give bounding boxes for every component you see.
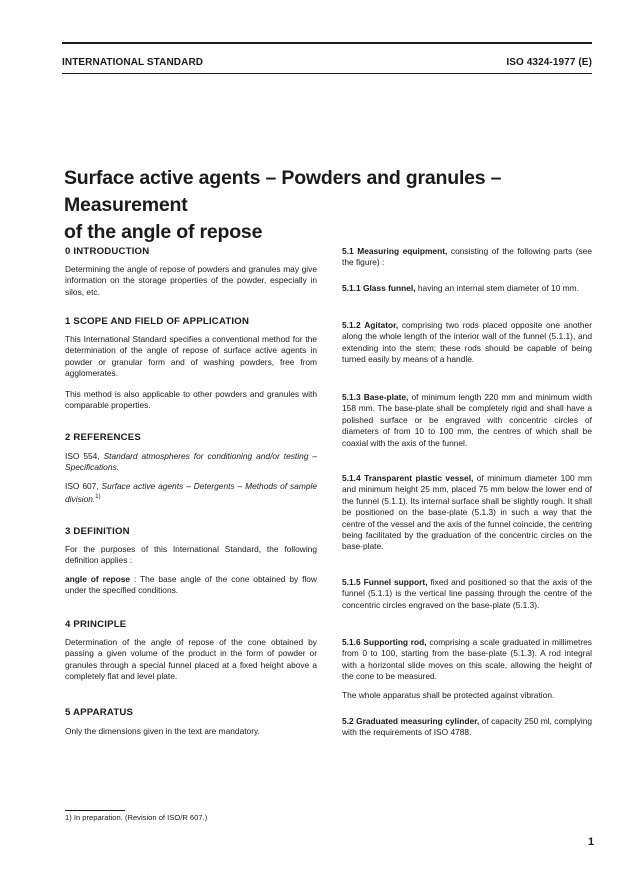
section-1-heading: 1 SCOPE AND FIELD OF APPLICATION bbox=[65, 316, 250, 327]
clause-5-2: 5.2 Graduated measuring cylinder, of capacity 250 ml, complying with the requirements of ISO 4788. bbox=[342, 716, 593, 738]
reference-iso-607: ISO 607, Surface active agents – Detergents – Methods of sample division.$^{1)}$ bbox=[65, 481, 317, 505]
section-3-heading: 3 DEFINITION bbox=[65, 526, 130, 537]
section-0-heading: 0 INTRODUCTION bbox=[65, 246, 150, 257]
section-3-paragraph: For the purposes of this International Standard, the following definition applies : bbox=[65, 544, 317, 566]
section-4-heading: 4 PRINCIPLE bbox=[65, 619, 127, 630]
page-title-line-2: of the angle of repose bbox=[64, 221, 263, 243]
page-title-line-1: Surface active agents – Powders and granules – Measurement bbox=[64, 167, 502, 216]
clause-5-1-3: 5.1.3 Base-plate, of minimum length 220 mm and minimum width 158 mm. The base-plate shall be completely rigid and shall have a polished surface or be engraved with concentric circles of diameters of from 10 to 100 mm, the centres of which shall be coaxial with the axis of the funnel. bbox=[342, 392, 592, 448]
clause-5-1-2: 5.1.2 Agitator, comprising two rods placed opposite one another along the whole length of the interior wall of the funnel (5.1.1), and extending into the stem; these rods should be capable of being turned easily by means of a handle. bbox=[342, 320, 593, 365]
section-4-paragraph: Determination of the angle of repose of the cone obtained by passing a given volume of the product in the form of powder or granules through a special funnel placed at a fixed height above a completely flat and level plate. bbox=[65, 637, 317, 682]
clause-5-1-4: 5.1.4 Transparent plastic vessel, of minimum diameter 100 mm and minimum height 25 mm, placed 75 mm below the lower end of the funnel (5.1.1). Its internal surface shall be slightly rough. It shall be positioned on the base-plate (5.1.3) in such a way that the centre of the vessel and the axis of the funnel coincide, the centring being facilitated by the graduation of the concentric circles on the base-plate. bbox=[342, 473, 593, 552]
page-title bbox=[64, 165, 604, 246]
clause-5-1-6: 5.1.6 Supporting rod, comprising a scale graduated in millimetres from 0 to 100, starting from the base-plate (5.1.3). A rod integral with a horizontal slide moves on this scale, allowing the height of the cone to be measured. bbox=[342, 637, 592, 682]
clause-5-1-1: 5.1.1 Glass funnel, having an internal stem diameter of 10 mm. bbox=[342, 283, 579, 293]
section-1-paragraph-1: This International Standard specifies a conventional method for the determination of the angle of repose of surface active agents in powder or granular form and of washing powders, free from agglomerates. bbox=[65, 334, 317, 379]
header-bottom-rule bbox=[62, 73, 592, 74]
header-document-number: ISO 4324-1977 (E) bbox=[506, 57, 592, 68]
footnote-rule bbox=[65, 810, 125, 811]
header-standard-label: INTERNATIONAL STANDARD bbox=[62, 57, 204, 68]
reference-iso-554: ISO 554, Standard atmospheres for conditioning and/or testing – Specifications. bbox=[65, 451, 317, 473]
footnote-marker: 1) bbox=[95, 494, 101, 501]
clause-5-1-6-note: The whole apparatus shall be protected against vibration. bbox=[342, 690, 555, 700]
section-5-paragraph: Only the dimensions given in the text are mandatory. bbox=[65, 726, 260, 736]
header-top-rule bbox=[62, 42, 592, 44]
section-5-heading: 5 APPARATUS bbox=[65, 707, 134, 718]
definition-angle-of-repose: angle of repose : The base angle of the cone obtained by flow under the specified conditions. bbox=[65, 574, 317, 596]
page-number: 1 bbox=[588, 836, 595, 848]
section-1-paragraph-2: This method is also applicable to other powders and granules with comparable properties. bbox=[65, 389, 317, 411]
footnote-text: 1) In preparation. (Revision of ISO/R 607.) bbox=[65, 813, 208, 822]
clause-5-1: 5.1 Measuring equipment, consisting of the following parts (see the figure) : bbox=[342, 246, 592, 268]
section-0-paragraph: Determining the angle of repose of powders and granules may give information on the storage properties of the powder, especially in silos, etc. bbox=[65, 264, 317, 297]
clause-5-1-5: 5.1.5 Funnel support, fixed and positioned so that the axis of the funnel (5.1.1) is the vertical line passing through the centre of the concentric circles engraved on the base-plate (5.1.3). bbox=[342, 577, 592, 610]
section-2-heading: 2 REFERENCES bbox=[65, 432, 141, 443]
